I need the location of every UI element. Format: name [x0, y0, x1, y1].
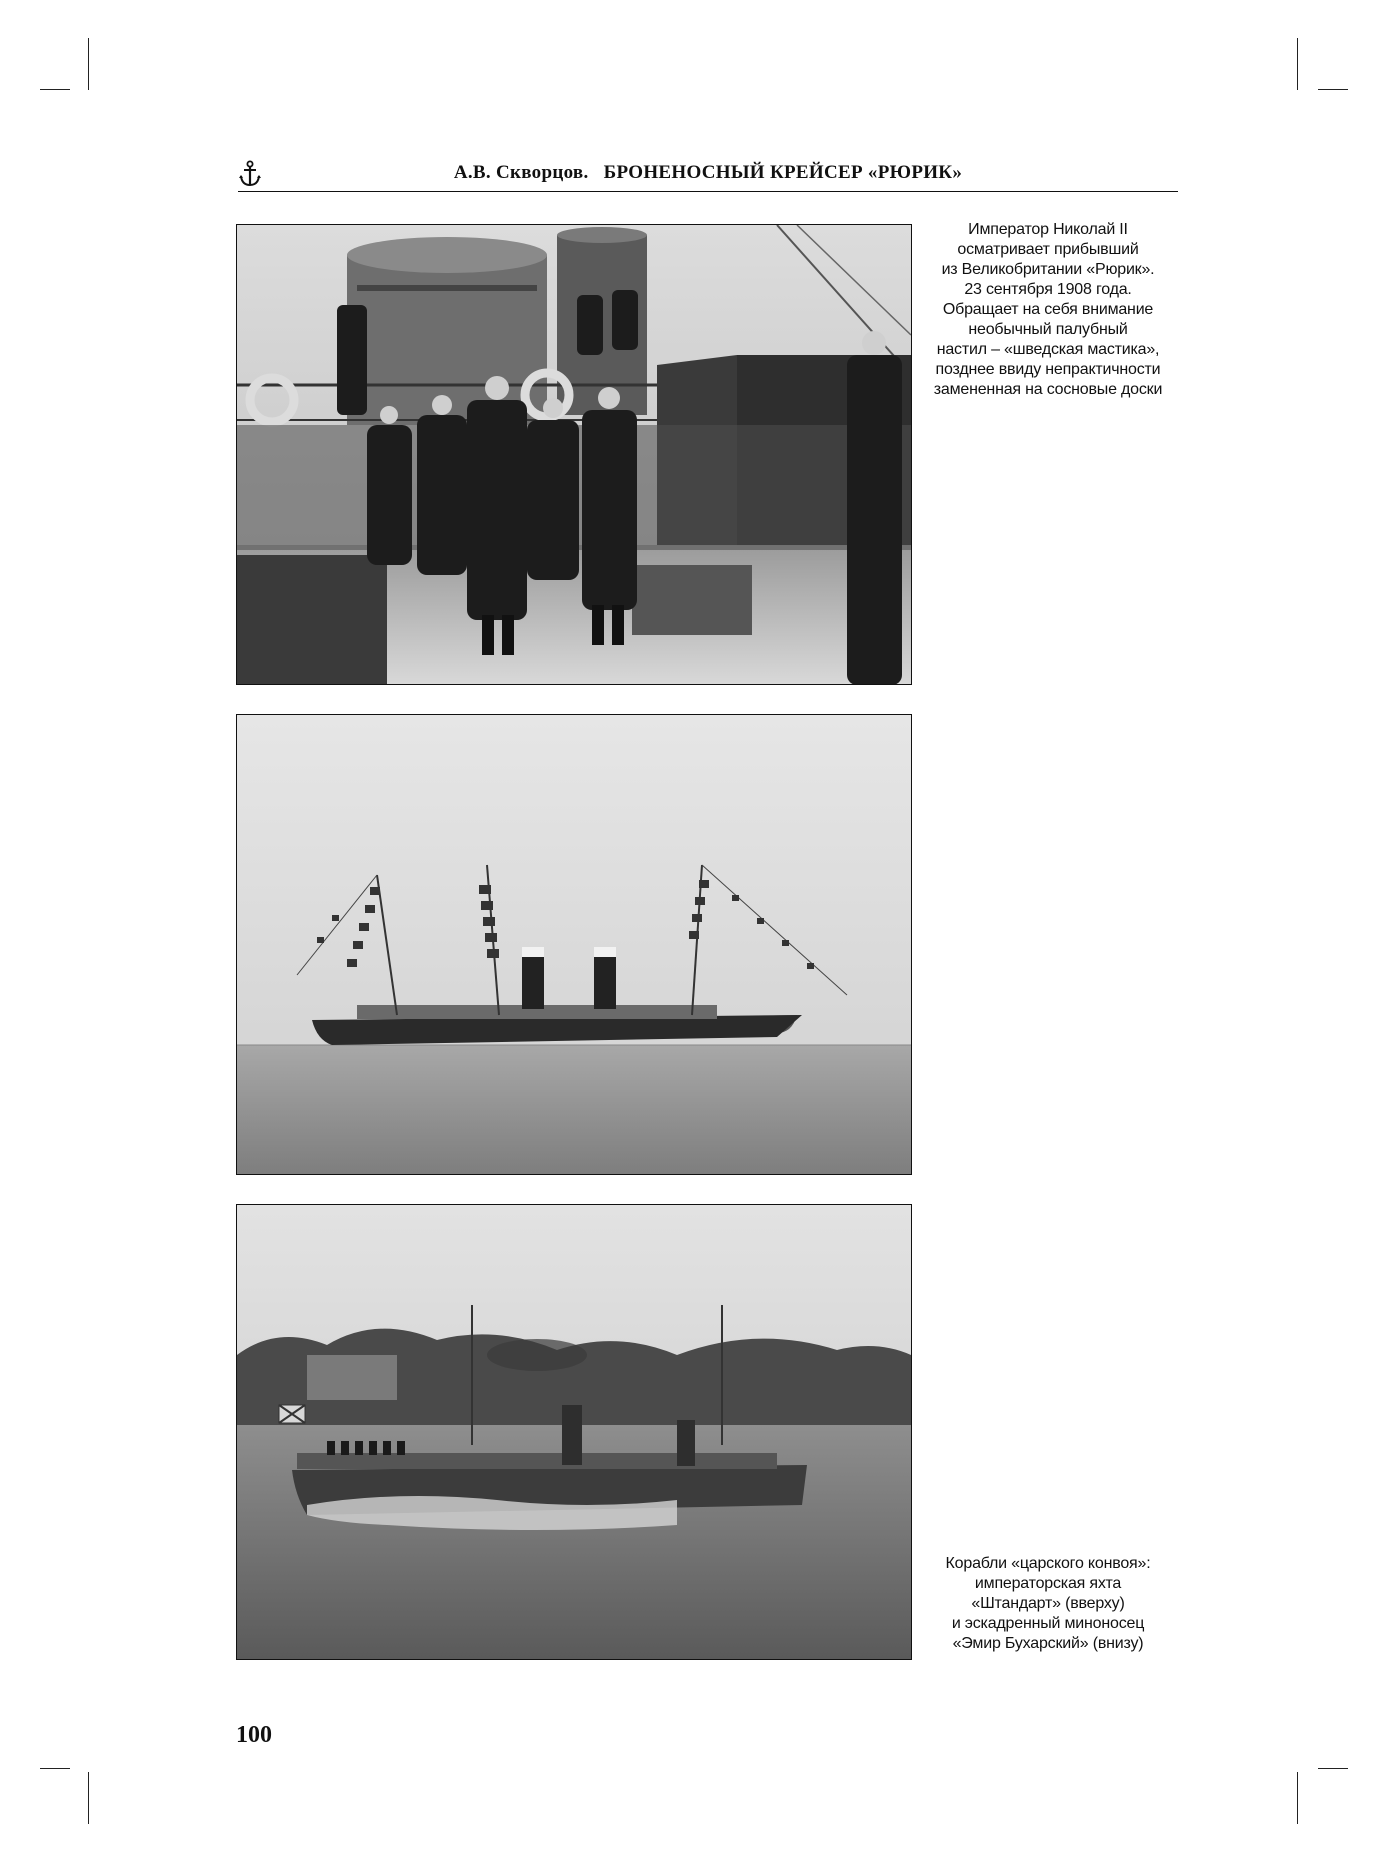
crop-mark [88, 1772, 89, 1824]
caption-convoy-ships [928, 1554, 1168, 1654]
caption-line: из Великобритании «Рюрик». [941, 261, 1155, 278]
header-title [238, 162, 1178, 184]
caption-line: замененная на сосновые доски [933, 381, 1163, 398]
caption-line: «Штандарт» (вверху) [971, 1595, 1125, 1612]
caption-line: настил – «шведская мастика», [936, 341, 1160, 358]
caption-line: императорская яхта [974, 1575, 1122, 1592]
crop-mark [88, 38, 89, 90]
crop-mark [1297, 1772, 1298, 1824]
caption-line: позднее ввиду непрактичности [935, 361, 1161, 378]
crop-mark [40, 1768, 70, 1769]
header-author: А.В. Скворцов. [453, 162, 589, 183]
crop-mark [1297, 38, 1298, 90]
caption-line: «Эмир Бухарский» (внизу) [952, 1635, 1144, 1652]
caption-line: осматривает прибывший [957, 241, 1139, 258]
caption-line: Обращает на себя внимание [942, 301, 1154, 318]
photo-destroyer-emir-bukharsky [236, 1204, 912, 1660]
photo-emperor-on-deck [236, 224, 912, 685]
header-book-title: БРОНЕНОСНЫЙ КРЕЙСЕР «РЮРИК» [603, 162, 963, 183]
caption-line: 23 сентября 1908 года. [964, 281, 1132, 298]
caption-line: Император Николай II [968, 221, 1128, 238]
caption-emperor [928, 220, 1168, 400]
header-rule [238, 191, 1178, 192]
crop-mark [1318, 89, 1348, 90]
crop-mark [40, 89, 70, 90]
page-number: 100 [236, 1722, 272, 1748]
running-header [238, 160, 1178, 190]
crop-mark [1318, 1768, 1348, 1769]
caption-line: Корабли «царского конвоя»: [945, 1555, 1151, 1572]
caption-line: и эскадренный миноносец [951, 1615, 1145, 1632]
caption-line: необычный палубный [968, 321, 1128, 338]
photo-yacht-shtandart [236, 714, 912, 1175]
